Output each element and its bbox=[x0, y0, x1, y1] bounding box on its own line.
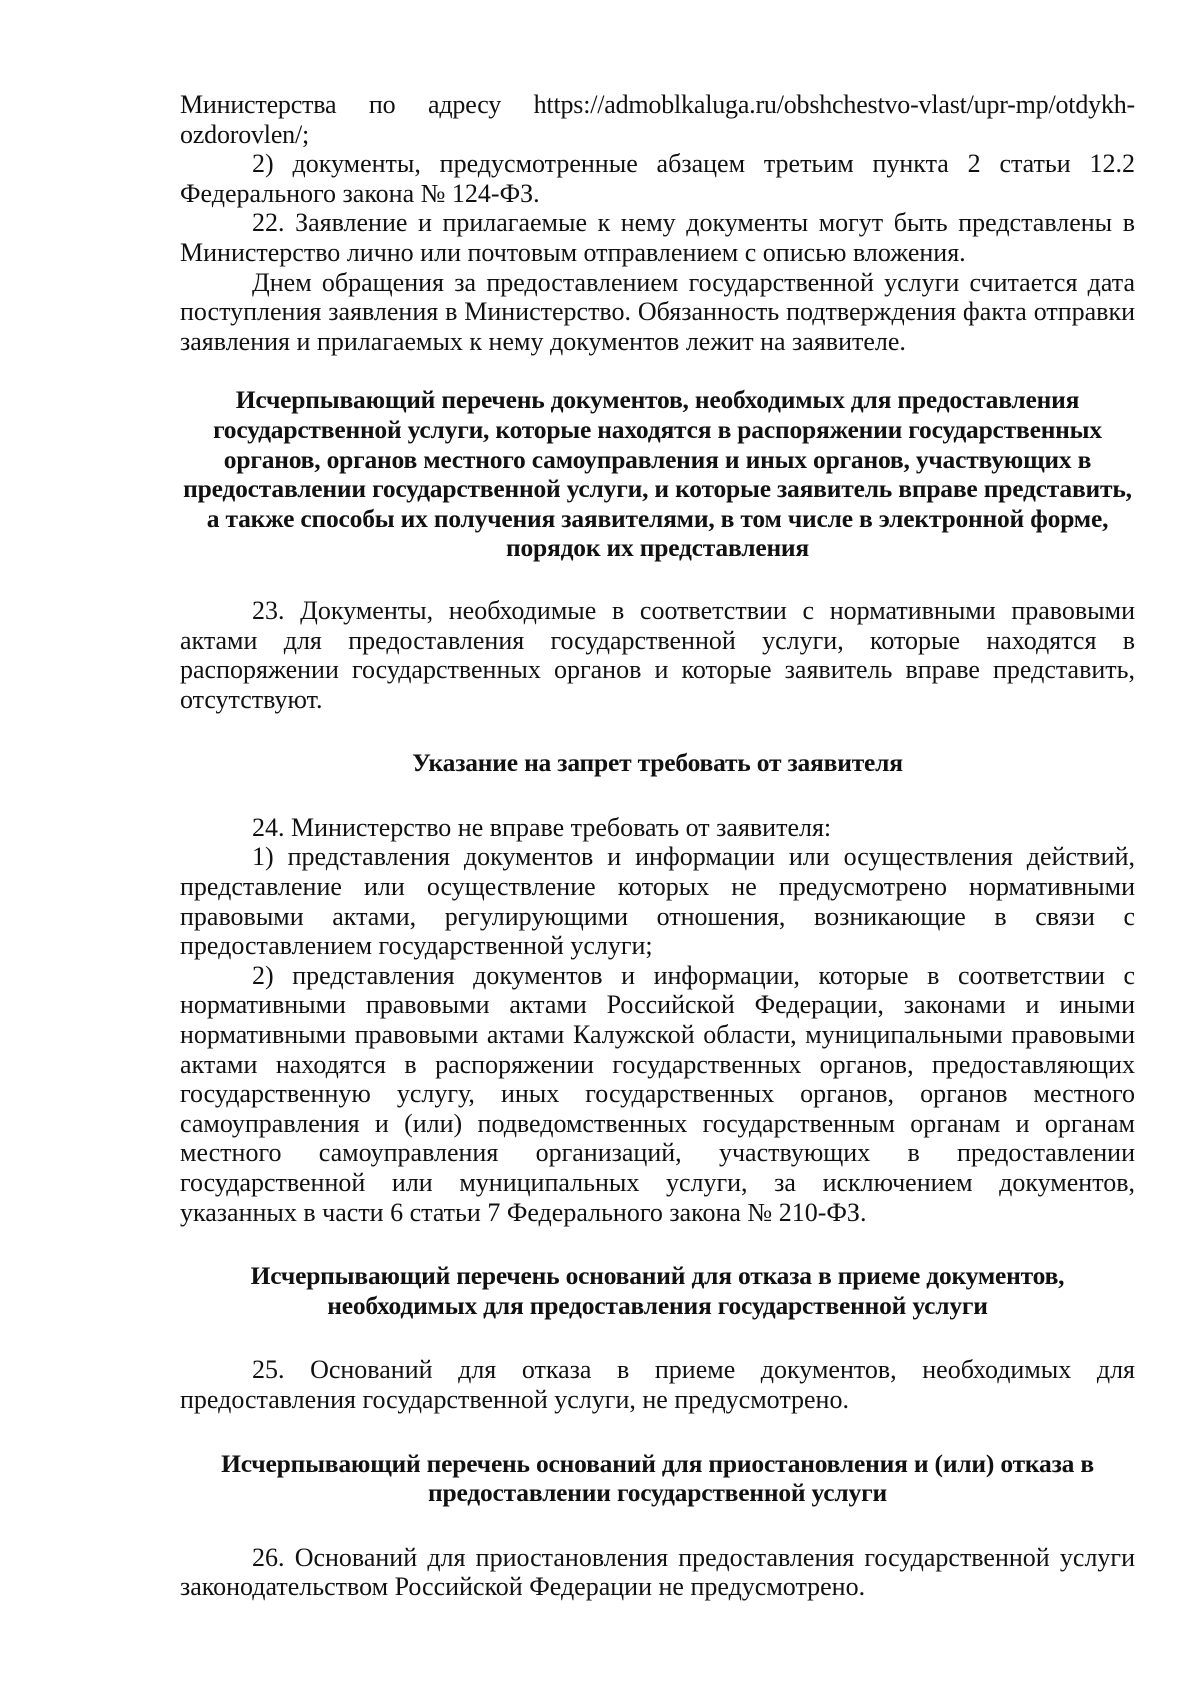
document-body bbox=[180, 90, 1135, 1602]
heading-documents-list: Исчерпывающий перечень документов, необходимых для предоставления государственной услуги, которые находятся в распоряжении государственных органов, органов местного самоуправления и иных органов, участвующих в предоставлении государственной услуги, и которые заявитель вправе представить, а также способы их получения заявителями, в том числе в электронной форме, порядок их представления bbox=[183, 385, 1132, 563]
paragraph-24-item-2: 2) представления документов и информации, которые в соответствии с нормативными правовыми актами Российской Федерации, законами и иными нормативными правовыми актами Калужской области, муниципальными правовыми актами находятся в распоряжении государственных органов, предоставляющих государственную услугу, иных государственных органов, органов местного самоуправления и (или) подведомственных государственным органам и органам местного самоуправления организаций, участвующих в предоставлении государственной или муниципальных услуги, за исключением документов, указанных в части 6 статьи 7 Федерального закона № 210-ФЗ. bbox=[180, 960, 1135, 1227]
paragraph-24-item-1: 1) представления документов и информации или осуществления действий, представление или осуществление которых не предусмотрено нормативными правовыми актами, регулирующими отношения, возникающие в связи с предоставлением государственной услуги; bbox=[180, 842, 1135, 961]
heading-suspension-grounds: Исчерпывающий перечень оснований для приостановления и (или) отказа в предоставлении государственной услуги bbox=[221, 1448, 1094, 1508]
paragraph-item-2: 2) документы, предусмотренные абзацем третьим пункта 2 статьи 12.2 Федерального закона № 124-ФЗ. bbox=[180, 149, 1135, 208]
paragraph-26: 26. Оснований для приостановления предоставления государственной услуги законодательством Российской Федерации не предусмотрено. bbox=[180, 1542, 1135, 1602]
paragraph-24: 24. Министерство не вправе требовать от заявителя: bbox=[252, 812, 832, 842]
paragraph-22: 22. Заявление и прилагаемые к нему документы могут быть представлены в Министерство лично или почтовым отправлением с описью вложения. bbox=[180, 208, 1135, 267]
paragraph-23: 23. Документы, необходимые в соответствии с нормативными правовыми актами для предоставления государственной услуги, которые находятся в распоряжении государственных органов и которые заявитель вправе представить, отсутствуют. bbox=[180, 595, 1135, 714]
paragraph-ministry-address: Министерства по адресу https://admoblkaluga.ru/obshchestvo-vlast/upr-mp/otdykh-ozdorovlen/; bbox=[180, 90, 1135, 149]
paragraph-25: 25. Оснований для отказа в приеме документов, необходимых для предоставления государственной услуги, не предусмотрено. bbox=[180, 1355, 1135, 1414]
heading-refusal-grounds: Исчерпывающий перечень оснований для отказа в приеме документов, необходимых для предоставления государственной услуги bbox=[250, 1261, 1065, 1320]
paragraph-application-day: Днем обращения за предоставлением государственной услуги считается дата поступления заявления в Министерство. Обязанность подтверждения факта отправки заявления и прилагаемых к нему документов лежит на заявителе. bbox=[180, 267, 1135, 356]
heading-prohibition: Указание на запрет требовать от заявителя bbox=[412, 748, 903, 778]
